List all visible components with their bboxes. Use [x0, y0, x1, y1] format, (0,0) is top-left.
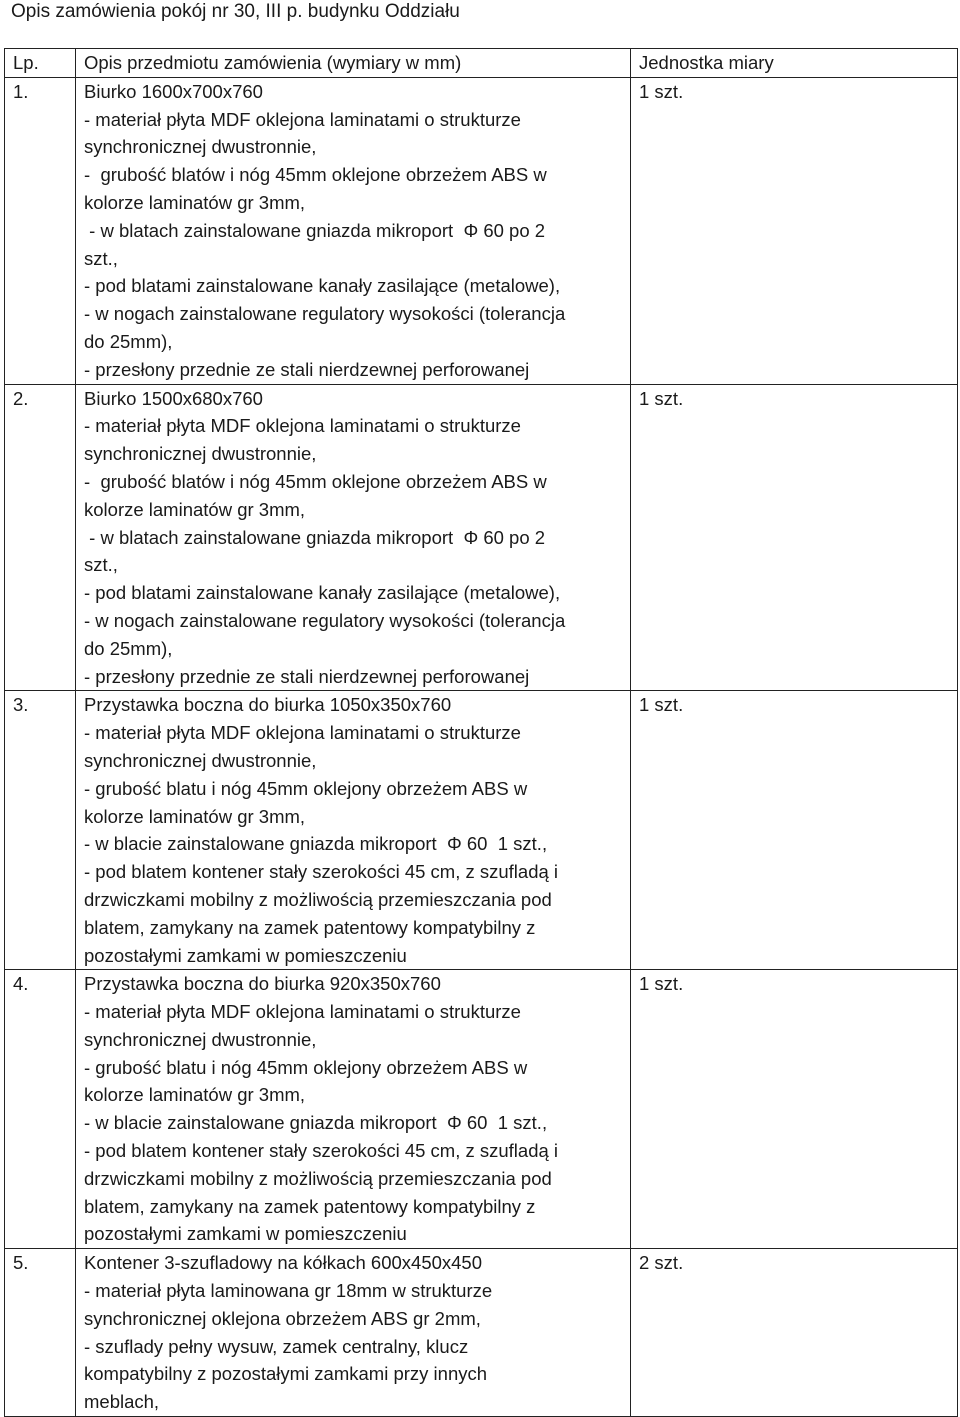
- description-line: - pod blatem kontener stały szerokości 45 cm, z szufladą i: [84, 861, 559, 883]
- description-line: - szuflady pełny wysuw, zamek centralny, klucz: [84, 1335, 469, 1357]
- description-line: Biurko 1500x680x760: [84, 387, 263, 409]
- description-line: synchronicznej dwustronnie,: [84, 443, 317, 465]
- description-line: blatem, zamykany na zamek patentowy kompatybilny z: [84, 916, 536, 938]
- description-line: kolorze laminatów gr 3mm,: [84, 1084, 306, 1106]
- description-line: - przesłony przednie ze stali nierdzewnej perforowanej: [84, 358, 530, 380]
- row-description: [76, 77, 631, 384]
- description-line: synchronicznej oklejona obrzeżem ABS gr 2mm,: [84, 1307, 481, 1329]
- row-unit: 1 szt.: [631, 970, 958, 1249]
- description-line: - materiał płyta MDF oklejona laminatami o strukturze: [84, 722, 521, 744]
- description-line: - pod blatem kontener stały szerokości 45 cm, z szufladą i: [84, 1140, 559, 1162]
- description-line: pozostałymi zamkami w pomieszczeniu: [84, 1223, 407, 1245]
- row-lp: 3.: [5, 691, 76, 970]
- description-line: blatem, zamykany na zamek patentowy kompatybilny z: [84, 1195, 536, 1217]
- description-line: kolorze laminatów gr 3mm,: [84, 498, 306, 520]
- row-lp: 2.: [5, 384, 76, 691]
- description-line: - materiał płyta laminowana gr 18mm w strukturze: [84, 1280, 493, 1302]
- row-lp: 1.: [5, 77, 76, 384]
- table-header-row: [5, 49, 958, 78]
- page-title: Opis zamówienia pokój nr 30, III p. budynku Oddziału: [11, 1, 460, 22]
- order-table: [4, 48, 958, 1417]
- description-line: do 25mm),: [84, 330, 173, 352]
- table-row: [5, 384, 958, 691]
- description-line: kolorze laminatów gr 3mm,: [84, 805, 306, 827]
- row-description: [76, 970, 631, 1249]
- header-unit: Jednostka miary: [631, 49, 958, 78]
- header-description: Opis przedmiotu zamówienia (wymiary w mm): [76, 49, 631, 78]
- description-line: szt.,: [84, 554, 118, 576]
- description-line: - przesłony przednie ze stali nierdzewnej perforowanej: [84, 665, 530, 687]
- description-line: - w nogach zainstalowane regulatory wysokości (tolerancja: [84, 609, 566, 631]
- description-line: - materiał płyta MDF oklejona laminatami o strukturze: [84, 415, 521, 437]
- description-line: kolorze laminatów gr 3mm,: [84, 191, 306, 213]
- description-line: - materiał płyta MDF oklejona laminatami o strukturze: [84, 108, 521, 130]
- description-line: do 25mm),: [84, 637, 173, 659]
- description-line: synchronicznej dwustronnie,: [84, 136, 317, 158]
- description-line: pozostałymi zamkami w pomieszczeniu: [84, 944, 407, 966]
- description-line: - materiał płyta MDF oklejona laminatami o strukturze: [84, 1001, 521, 1023]
- row-unit: 1 szt.: [631, 77, 958, 384]
- row-unit: 1 szt.: [631, 691, 958, 970]
- description-line: - w nogach zainstalowane regulatory wysokości (tolerancja: [84, 303, 566, 325]
- description-line: - grubość blatów i nóg 45mm oklejone obrzeżem ABS w: [84, 470, 547, 492]
- description-line: kompatybilny z pozostałymi zamkami przy innych: [84, 1363, 488, 1385]
- description-line: - pod blatami zainstalowane kanały zasilające (metalowe),: [84, 275, 561, 297]
- row-description: [76, 691, 631, 970]
- row-unit: 2 szt.: [631, 1249, 958, 1417]
- description-line: - grubość blatu i nóg 45mm oklejony obrzeżem ABS w: [84, 777, 528, 799]
- description-line: - w blatach zainstalowane gniazda mikroport Φ 60 po 2: [84, 219, 546, 241]
- header-lp: Lp.: [5, 49, 76, 78]
- description-line: - grubość blatów i nóg 45mm oklejone obrzeżem ABS w: [84, 164, 547, 186]
- description-line: - w blacie zainstalowane gniazda mikroport Φ 60 1 szt.,: [84, 833, 548, 855]
- description-line: Przystawka boczna do biurka 920x350x760: [84, 973, 441, 995]
- description-line: drzwiczkami mobilny z możliwością przemieszczania pod: [84, 888, 552, 910]
- description-line: - w blatach zainstalowane gniazda mikroport Φ 60 po 2: [84, 526, 546, 548]
- table-row: [5, 1249, 958, 1417]
- description-line: meblach,: [84, 1391, 160, 1413]
- table-row: [5, 691, 958, 970]
- table-row: [5, 970, 958, 1249]
- row-unit: 1 szt.: [631, 384, 958, 691]
- row-lp: 5.: [5, 1249, 76, 1417]
- description-line: synchronicznej dwustronnie,: [84, 749, 317, 771]
- row-description: [76, 384, 631, 691]
- row-lp: 4.: [5, 970, 76, 1249]
- description-line: Przystawka boczna do biurka 1050x350x760: [84, 694, 452, 716]
- description-line: synchronicznej dwustronnie,: [84, 1028, 317, 1050]
- description-line: Kontener 3-szufladowy na kółkach 600x450x450: [84, 1252, 483, 1274]
- description-line: drzwiczkami mobilny z możliwością przemieszczania pod: [84, 1167, 552, 1189]
- description-line: Biurko 1600x700x760: [84, 80, 263, 102]
- table-row: [5, 77, 958, 384]
- description-line: - grubość blatu i nóg 45mm oklejony obrzeżem ABS w: [84, 1056, 528, 1078]
- row-description: [76, 1249, 631, 1417]
- description-line: - pod blatami zainstalowane kanały zasilające (metalowe),: [84, 582, 561, 604]
- description-line: szt.,: [84, 247, 118, 269]
- description-line: - w blacie zainstalowane gniazda mikroport Φ 60 1 szt.,: [84, 1112, 548, 1134]
